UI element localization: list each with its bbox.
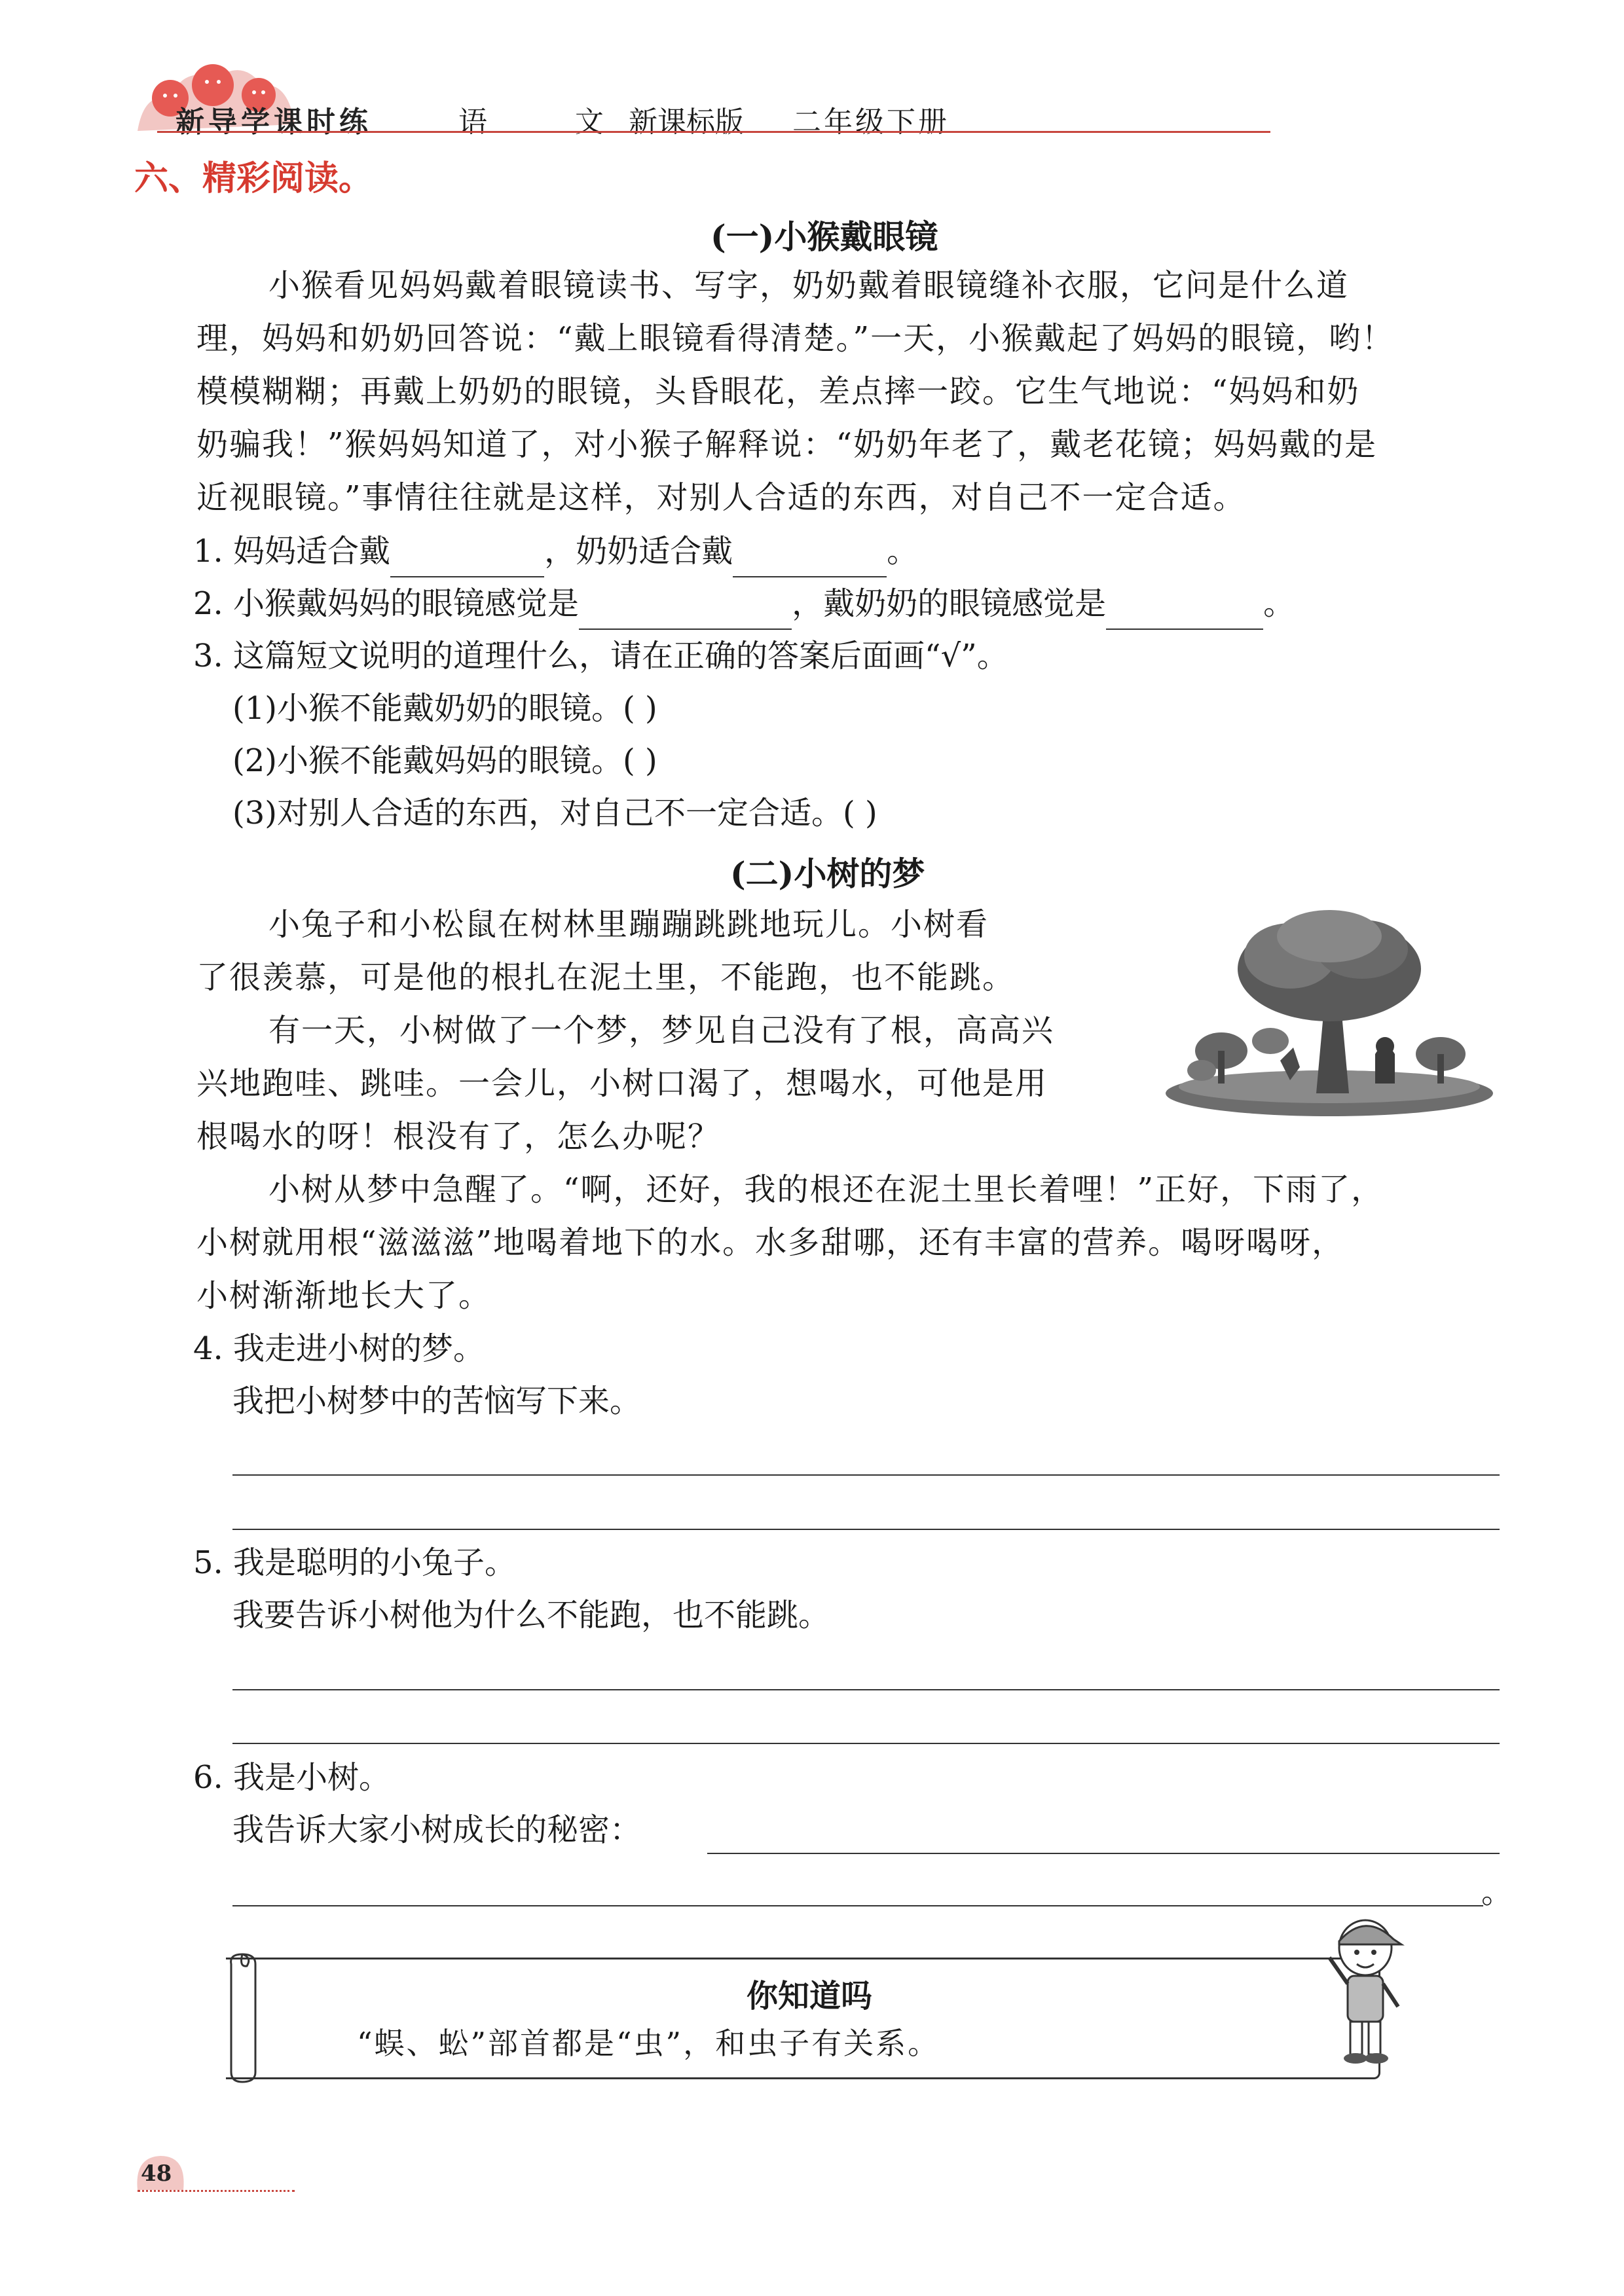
- answer-line[interactable]: [232, 1474, 1500, 1476]
- story2-line: 小兔子和小松鼠在树林里蹦蹦跳跳地玩儿。小树看: [268, 906, 989, 943]
- story2-text-top: [196, 898, 1159, 1163]
- answer-line[interactable]: [232, 1905, 1483, 1906]
- question-4-prompt: 我把小树梦中的苦恼写下来。: [232, 1383, 642, 1419]
- question-3: 3. 这篇短文说明的道理什么，请在正确的答案后面画“√”。: [193, 638, 1008, 674]
- story2-line: 小树渐渐地长大了。: [196, 1277, 492, 1314]
- tip-title: 你知道吗: [747, 1978, 873, 2014]
- header-subject: 语 文: [458, 105, 643, 139]
- header-grade: 二年级下册: [792, 105, 950, 139]
- story2-line: 兴地跑哇、跳哇。一会儿，小树口渴了，想喝水，可他是用: [196, 1065, 1048, 1102]
- question-2-part-b: ，戴奶奶的眼镜感觉是: [792, 585, 1107, 622]
- story2-line: 有一天，小树做了一个梦，梦见自己没有了根，高高兴: [268, 1012, 1055, 1049]
- question-6-prompt: 我告诉大家小树成长的秘密：: [232, 1812, 642, 1848]
- question-2-part-a: 2. 小猴戴妈妈的眼镜感觉是: [193, 585, 580, 622]
- question-4: 4. 我走进小树的梦。: [193, 1330, 485, 1367]
- question-2-end: 。: [1263, 585, 1295, 622]
- story2-line: 了很羡慕，可是他的根扎在泥土里，不能跑，也不能跳。: [196, 959, 1016, 996]
- question-5-prompt: 我要告诉小树他为什么不能跑，也不能跳。: [232, 1597, 830, 1633]
- story1-text: [196, 259, 1500, 524]
- boy-cartoon: [1316, 1912, 1414, 2069]
- question-6: 6. 我是小树。: [193, 1759, 391, 1796]
- story1-line: 近视眼镜。”事情往往就是这样，对别人合适的东西，对自己不一定合适。: [196, 479, 1246, 516]
- question-2: [193, 577, 1295, 630]
- question-1-end: 。: [887, 533, 919, 570]
- section-heading: 六、精彩阅读。: [134, 158, 373, 198]
- story2-title: (二)小树的梦: [730, 854, 925, 893]
- story2-line: 根喝水的呀！根没有了，怎么办呢？: [196, 1118, 721, 1155]
- page-number: 48: [141, 2160, 172, 2187]
- footer-divider: [138, 2190, 295, 2192]
- header-divider: [157, 131, 1270, 133]
- answer-line[interactable]: [707, 1853, 1500, 1854]
- tip-text: “蜈、蚣”部首都是“虫”，和虫子有关系。: [357, 2026, 940, 2061]
- answer-line[interactable]: [232, 1689, 1500, 1690]
- story1-line: 小猴看见妈妈戴着眼镜读书、写字，奶奶戴着眼镜缝补衣服，它问是什么道: [268, 267, 1350, 304]
- question-3-option[interactable]: (3)对别人合适的东西，对自己不一定合适。( ): [232, 795, 877, 831]
- answer-line[interactable]: [232, 1529, 1500, 1530]
- story2-line: 小树从梦中急醒了。“啊，还好，我的根还在泥土里长着哩！”正好，下雨了，: [268, 1171, 1384, 1208]
- story2-text-bottom: [196, 1163, 1506, 1322]
- story1-line: 奶骗我！”猴妈妈知道了，对小猴子解释说：“奶奶年老了，戴老花镜；妈妈戴的是: [196, 426, 1378, 463]
- question-3-options: [232, 682, 877, 839]
- story2-line: 小树就用根“滋滋滋”地喝着地下的水。水多甜哪，还有丰富的营养。喝呀喝呀，: [196, 1224, 1345, 1261]
- story1-title: (一)小猴戴眼镜: [710, 217, 938, 256]
- header-edition: 新课标版: [629, 105, 744, 139]
- question-1: [193, 525, 918, 577]
- answer-blank[interactable]: [390, 541, 544, 577]
- answer-blank[interactable]: [1106, 593, 1263, 630]
- question-6-end: 。: [1481, 1874, 1513, 1910]
- question-1-part-b: ，奶奶适合戴: [544, 533, 733, 570]
- answer-blank[interactable]: [733, 541, 887, 577]
- story1-line: 理，妈妈和奶奶回答说：“戴上眼镜看得清楚。”一天，小猴戴起了妈妈的眼镜，哟！: [196, 320, 1395, 357]
- question-5: 5. 我是聪明的小兔子。: [193, 1544, 517, 1581]
- question-1-part-a: 1. 妈妈适合戴: [193, 533, 391, 570]
- question-3-option[interactable]: (1)小猴不能戴奶奶的眼镜。( ): [232, 690, 657, 727]
- answer-blank[interactable]: [579, 593, 792, 630]
- answer-line[interactable]: [232, 1743, 1500, 1744]
- question-3-option[interactable]: (2)小猴不能戴妈妈的眼镜。( ): [232, 742, 657, 779]
- story1-line: 模模糊糊；再戴上奶奶的眼镜，头昏眼花，差点摔一跤。它生气地说：“妈妈和奶: [196, 373, 1360, 410]
- tree-illustration: [1159, 897, 1500, 1120]
- brand-title: 新导学课时练: [175, 105, 372, 139]
